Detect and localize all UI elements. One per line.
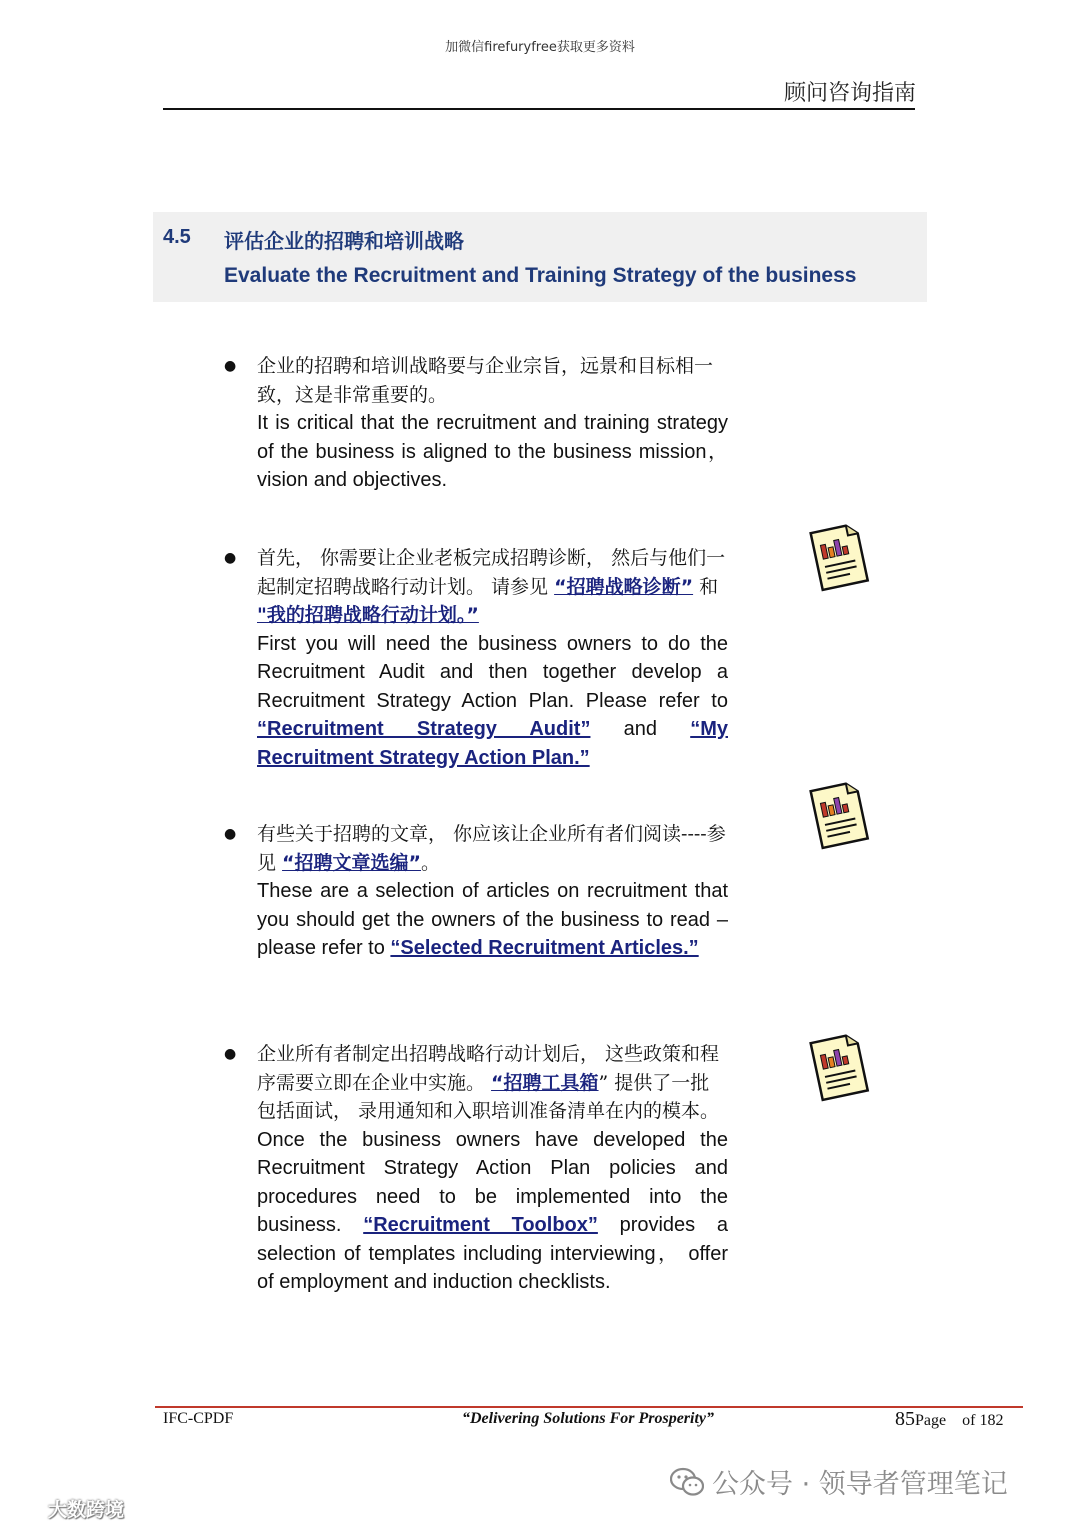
link-toolbox[interactable]: “Recruitment Toolbox” xyxy=(363,1214,598,1236)
bullet-dot: ● xyxy=(224,358,237,374)
section-number: 4.5 xyxy=(163,226,191,248)
link-recruitment-audit-cn[interactable]: “招聘战略诊断” xyxy=(554,575,694,598)
brand-logo-icon xyxy=(10,1498,44,1520)
footer-slogan: “Delivering Solutions For Prosperity” xyxy=(462,1410,715,1427)
bullet-3-en: These are a selection of articles on recruitment that you should get the owners of the business to read – please refer to “Selected Recruitment Articles.” xyxy=(257,880,728,959)
footer-rule xyxy=(155,1406,1023,1408)
wechat-icon xyxy=(670,1467,704,1497)
corner-watermark: 大数跨境 xyxy=(10,1495,124,1522)
link-articles-cn[interactable]: “招聘文章选编” xyxy=(282,851,422,874)
bullet-1-en: It is critical that the recruitment and training strategy of the business is aligned to the business mission， vision and objectives. xyxy=(257,412,728,491)
bullet-4-cn: 企业所有者制定出招聘战略行动计划后， 这些政策和程序需要立即在企业中实施。 “招聘工具箱” 提供了一批包括面试， 录用通知和入职培训准备清单在内的模本。 xyxy=(257,1043,720,1122)
document-chart-icon[interactable] xyxy=(806,778,870,850)
link-action-plan-cn[interactable]: "我的招聘战略行动计划。” xyxy=(257,604,479,626)
bullet-dot: ● xyxy=(224,550,237,566)
document-chart-icon[interactable] xyxy=(806,1030,870,1102)
bullet-2 xyxy=(257,544,728,772)
bullet-3 xyxy=(257,820,728,963)
wechat-watermark: 公众号 · 领导者管理笔记 xyxy=(670,1462,1008,1501)
link-recruitment-audit[interactable]: “Recruitment Strategy Audit” xyxy=(257,718,591,740)
link-articles[interactable]: “Selected Recruitment Articles.” xyxy=(390,937,699,959)
bullet-dot: ● xyxy=(224,1046,237,1062)
top-watermark: 加微信firefuryfree获取更多资料 xyxy=(445,40,635,55)
link-toolbox-cn[interactable]: “招聘工具箱 xyxy=(491,1071,599,1094)
page-number: 85 xyxy=(895,1408,915,1430)
page-indicator xyxy=(895,1408,1003,1431)
bullet-4 xyxy=(257,1040,728,1297)
header-title: 顾问咨询指南 xyxy=(783,81,916,106)
bullet-2-en: First you will need the business owners to do the Recruitment Audit and then together develop a Recruitment Strategy Action Plan. Please refer to “Recruitment Strategy Audit” and “My Recruitment Strategy Action Plan.” xyxy=(257,632,728,769)
document-chart-icon[interactable] xyxy=(806,520,870,592)
footer-org: IFC-CPDF xyxy=(163,1410,234,1427)
bullet-dot: ● xyxy=(224,826,237,842)
page-label: Page xyxy=(915,1412,947,1429)
section-title-cn: 评估企业的招聘和培训战略 xyxy=(224,229,464,253)
page-total: of 182 xyxy=(962,1412,1004,1429)
section-title-en: Evaluate the Recruitment and Training Strategy of the business xyxy=(224,264,857,287)
header-rule xyxy=(163,108,915,110)
bullet-1-cn: 企业的招聘和培训战略要与企业宗旨，远景和目标相一致，这是非常重要的。 xyxy=(257,355,714,406)
bullet-2-cn: 首先， 你需要让企业老板完成招聘诊断， 然后与他们一起制定招聘战略行动计划。 请参见 “招聘战略诊断” 和 "我的招聘战略行动计划。” xyxy=(257,547,726,626)
bullet-3-cn: 有些关于招聘的文章， 你应该让企业所有者们阅读----参见 “招聘文章选编”。 xyxy=(257,823,726,874)
bullet-4-en: Once the business owners have developed the Recruitment Strategy Action Plan policies and procedures need to be implemented into the business. “Recruitment Toolbox” provides a selection of templates including interviewing， offer of employment and induction checklists. xyxy=(257,1128,728,1293)
link-action-plan[interactable]: “My Recruitment Strategy Action Plan.” xyxy=(257,718,728,769)
bullet-1 xyxy=(257,352,728,495)
